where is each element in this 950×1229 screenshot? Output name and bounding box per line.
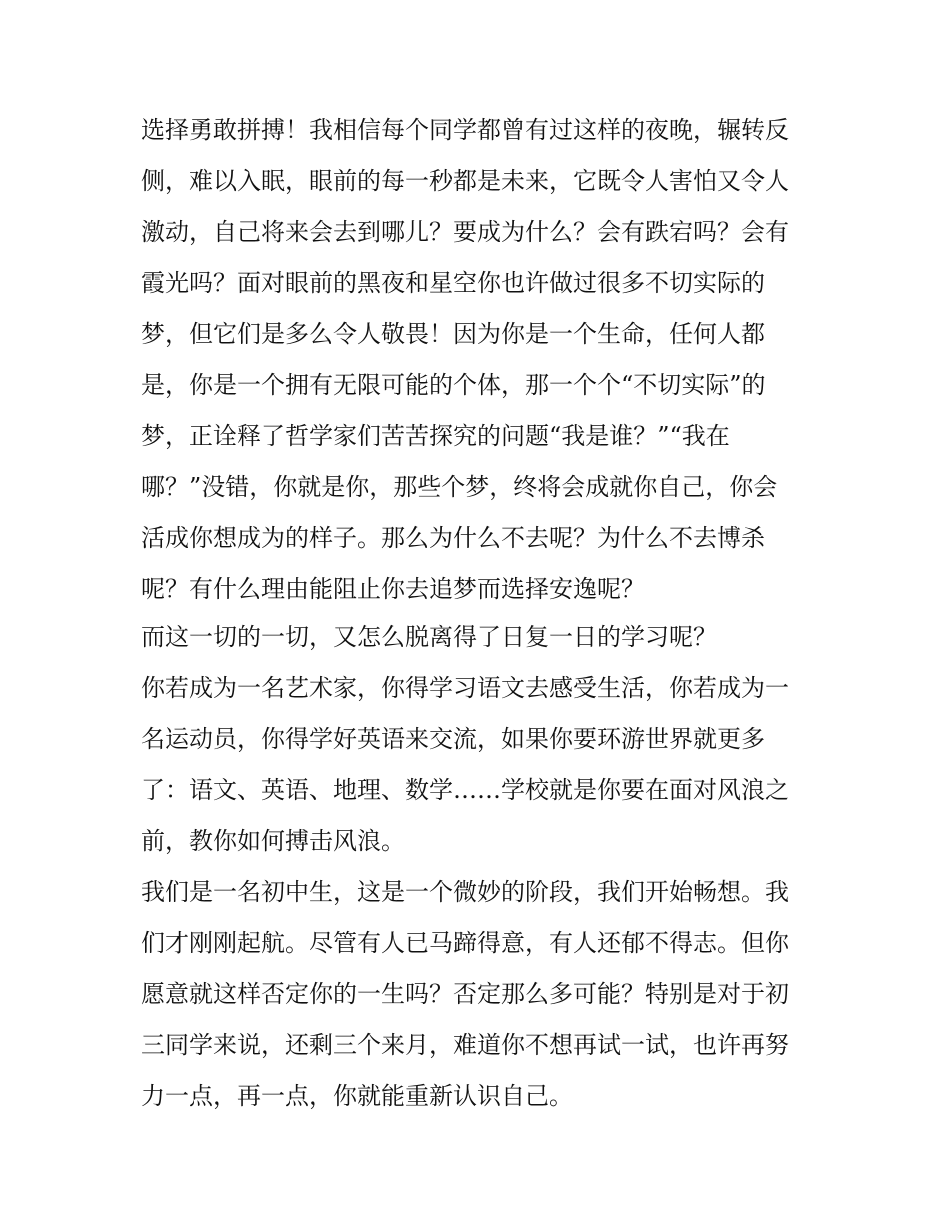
text-line: 愿意就这样否定你的一生吗？否定那么多可能？特别是对于初 bbox=[141, 980, 789, 1008]
text-line: 而这一切的一切，又怎么脱离得了日复一日的学习呢？ bbox=[141, 623, 717, 651]
text-line: 呢？有什么理由能阻止你去追梦而选择安逸呢？ bbox=[141, 575, 645, 603]
text-line: 霞光吗？面对眼前的黑夜和星空你也许做过很多不切实际的 bbox=[141, 269, 765, 297]
text-line: 是，你是一个拥有无限可能的个体，那一个个“不切实际”的 bbox=[141, 371, 766, 399]
body-text bbox=[141, 105, 841, 1122]
text-line: 哪？”没错，你就是你，那些个梦，终将会成就你自己，你会 bbox=[141, 473, 778, 501]
text-line: 梦，但它们是多么令人敬畏！因为你是一个生命，任何人都 bbox=[141, 320, 765, 348]
text-line: 侧，难以入眠，眼前的每一秒都是未来，它既令人害怕又令人 bbox=[141, 167, 789, 195]
text-line: 力一点，再一点，你就能重新认识自己。 bbox=[141, 1082, 573, 1110]
text-line: 三同学来说，还剩三个来月，难道你不想再试一试，也许再努 bbox=[141, 1031, 789, 1059]
text-line: 了：语文、英语、地理、数学……学校就是你要在面对风浪之 bbox=[141, 776, 789, 804]
text-line: 选择勇敢拼搏！我相信每个同学都曾有过这样的夜晚，辗转反 bbox=[141, 116, 789, 144]
text-line: 你若成为一名艺术家，你得学习语文去感受生活，你若成为一 bbox=[141, 674, 789, 702]
text-line: 名运动员，你得学好英语来交流，如果你要环游世界就更多 bbox=[141, 725, 765, 753]
text-line: 们才刚刚起航。尽管有人已马蹄得意，有人还郁不得志。但你 bbox=[141, 929, 789, 957]
text-line: 我们是一名初中生，这是一个微妙的阶段，我们开始畅想。我 bbox=[141, 878, 789, 906]
text-line: 梦，正诠释了哲学家们苦苦探究的问题“我是谁？”“我在 bbox=[141, 422, 730, 450]
text-line: 激动，自己将来会去到哪儿？要成为什么？会有跌宕吗？会有 bbox=[141, 218, 789, 246]
text-line: 前，教你如何搏击风浪。 bbox=[141, 827, 405, 855]
text-line: 活成你想成为的样子。那么为什么不去呢？为什么不去博杀 bbox=[141, 524, 765, 552]
